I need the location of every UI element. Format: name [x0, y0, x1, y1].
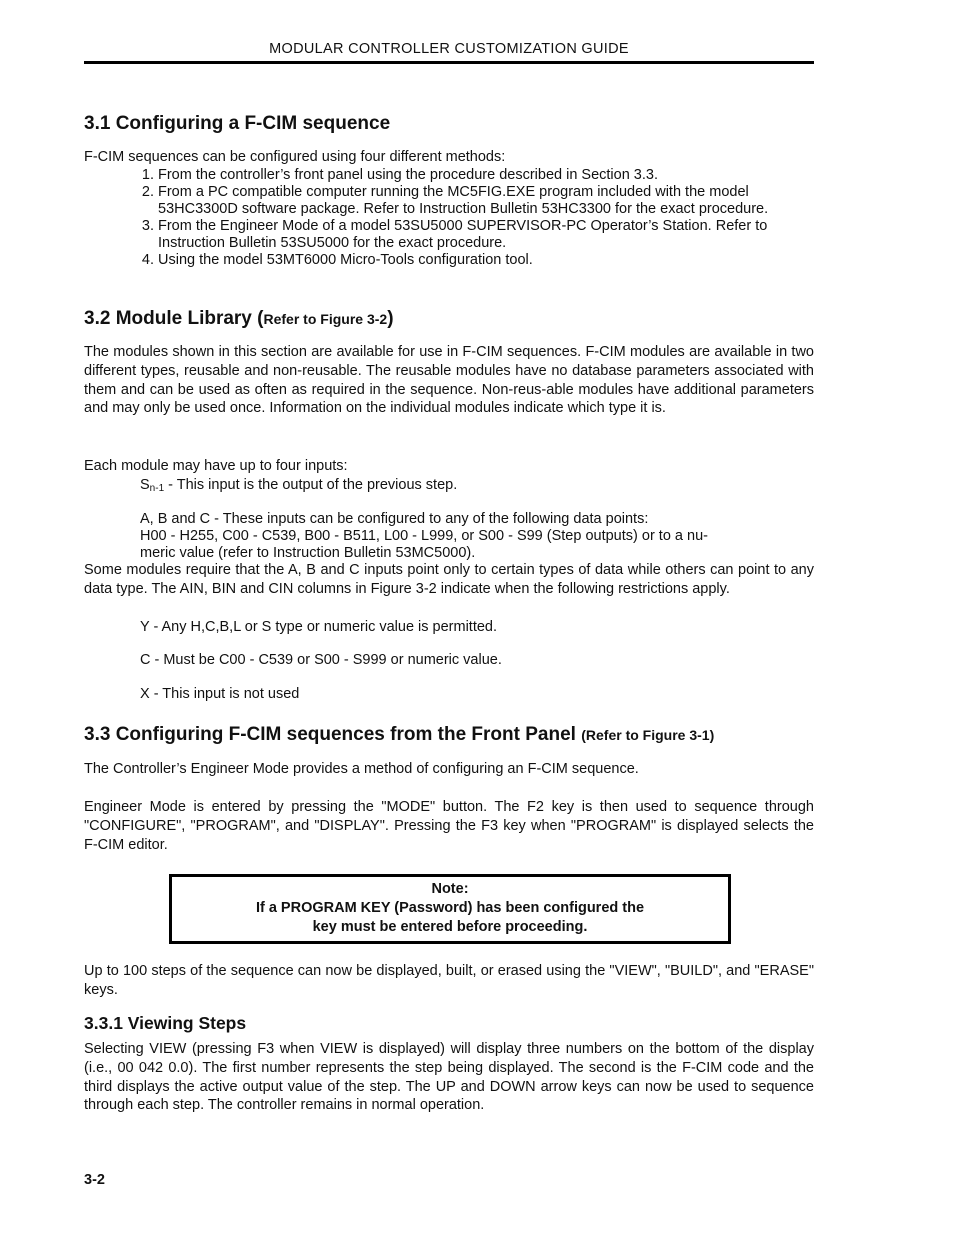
note-title: Note:: [431, 881, 469, 897]
section-3-1-heading: 3.1 Configuring a F-CIM sequence: [84, 113, 391, 134]
section-3-3-heading: [84, 724, 814, 746]
sn-subscript: n-1: [149, 483, 165, 494]
page-number: 3-2: [84, 1172, 105, 1188]
list-item: 4. Using the model 53MT6000 Micro-Tools configuration tool.: [158, 252, 814, 269]
steps-paragraph: Up to 100 steps of the sequence can now be displayed, built, or erased using the "VIEW", "BUILD", and "ERASE" keys.: [84, 963, 814, 998]
section-3-2-heading: [84, 308, 814, 330]
restriction-x: X - This input is not used: [140, 686, 300, 702]
configuration-methods-list: [84, 167, 814, 269]
viewing-steps-paragraph: Selecting VIEW (pressing F3 when VIEW is displayed) will display three numbers on the bottom of the display (i.e., 00 042 0.0). The first number represents the step being displayed. The second is the F-CIM code and the third displays the active output value of the step. The UP and DOWN arrow keys can now be used to sequence through each step. The controller remains in normal operation.: [84, 1041, 814, 1114]
restriction-y: Y - Any H,C,B,L or S type or numeric value is permitted.: [140, 619, 498, 635]
list-item: 1. From the controller’s front panel using the procedure described in Section 3.3.: [158, 167, 814, 184]
engineer-mode-intro: The Controller’s Engineer Mode provides a method of configuring an F-CIM sequence.: [84, 761, 639, 777]
sn-text: - This input is the output of the previous step.: [164, 477, 458, 493]
heading-text: 3.2 Module Library (: [84, 308, 264, 329]
note-line: key must be entered before proceeding.: [312, 919, 588, 935]
abc-line: H00 - H255, C00 - C539, B00 - B511, L00 - L999, or S00 - S99 (Step outputs) or to a nu-: [140, 528, 708, 544]
section-3-3-1-heading: 3.3.1 Viewing Steps: [84, 1013, 247, 1033]
heading-close: ): [387, 308, 394, 329]
section-3-1-intro: F-CIM sequences can be configured using four different methods:: [84, 149, 506, 165]
abc-line: meric value (refer to Instruction Bulletin 53MC5000).: [140, 545, 476, 561]
engineer-mode-paragraph: Engineer Mode is entered by pressing the "MODE" button. The F2 key is then used to sequence through "CONFIGURE", "PROGRAM", and "DISPLAY". Pressing the F3 key when "PROGRAM" is displayed selects the F-CIM editor.: [84, 799, 814, 853]
list-item: 3. From the Engineer Mode of a model 53SU5000 SUPERVISOR-PC Operator’s Station. Refer to Instruction Bulletin 53SU5000 for the exact procedure.: [158, 218, 814, 252]
restrictions-paragraph: Some modules require that the A, B and C inputs point only to certain types of data while others can point to any data type. The AIN, BIN and CIN columns in Figure 3-2 indicate when the following restrictions apply.: [84, 562, 814, 597]
running-header: MODULAR CONTROLLER CUSTOMIZATION GUIDE: [269, 41, 629, 57]
sn-input-description: [84, 477, 870, 497]
header-rule: [84, 61, 814, 64]
figure-reference: (Refer to Figure 3-1): [581, 727, 715, 743]
restriction-c: C - Must be C00 - C539 or S00 - S999 or numeric value.: [140, 652, 502, 668]
abc-line: A, B and C - These inputs can be configured to any of the following data points:: [140, 511, 649, 527]
module-library-paragraph: The modules shown in this section are available for use in F-CIM sequences. F-CIM modules are available in two different types, reusable and non-reusable. The reusable modules have no database parameters associated with them and can be used as often as required in the sequence. Non-reus-able modules have additional parameters and may only be used once. Information on the individual modules indicate which type it is.: [84, 344, 814, 417]
inputs-intro: Each module may have up to four inputs:: [84, 458, 348, 474]
note-box: [169, 874, 731, 944]
heading-text: 3.3 Configuring F-CIM sequences from the Front Panel: [84, 724, 582, 745]
note-line: If a PROGRAM KEY (Password) has been configured the: [255, 900, 645, 916]
figure-reference: Refer to Figure 3-2: [263, 311, 388, 327]
abc-input-description: [84, 511, 870, 562]
sn-symbol: S: [140, 477, 150, 493]
list-item: 2. From a PC compatible computer running the MC5FIG.EXE program included with the model 53HC3300D software package. Refer to Instruction Bulletin 53HC3300 for the exact procedure.: [158, 184, 814, 218]
